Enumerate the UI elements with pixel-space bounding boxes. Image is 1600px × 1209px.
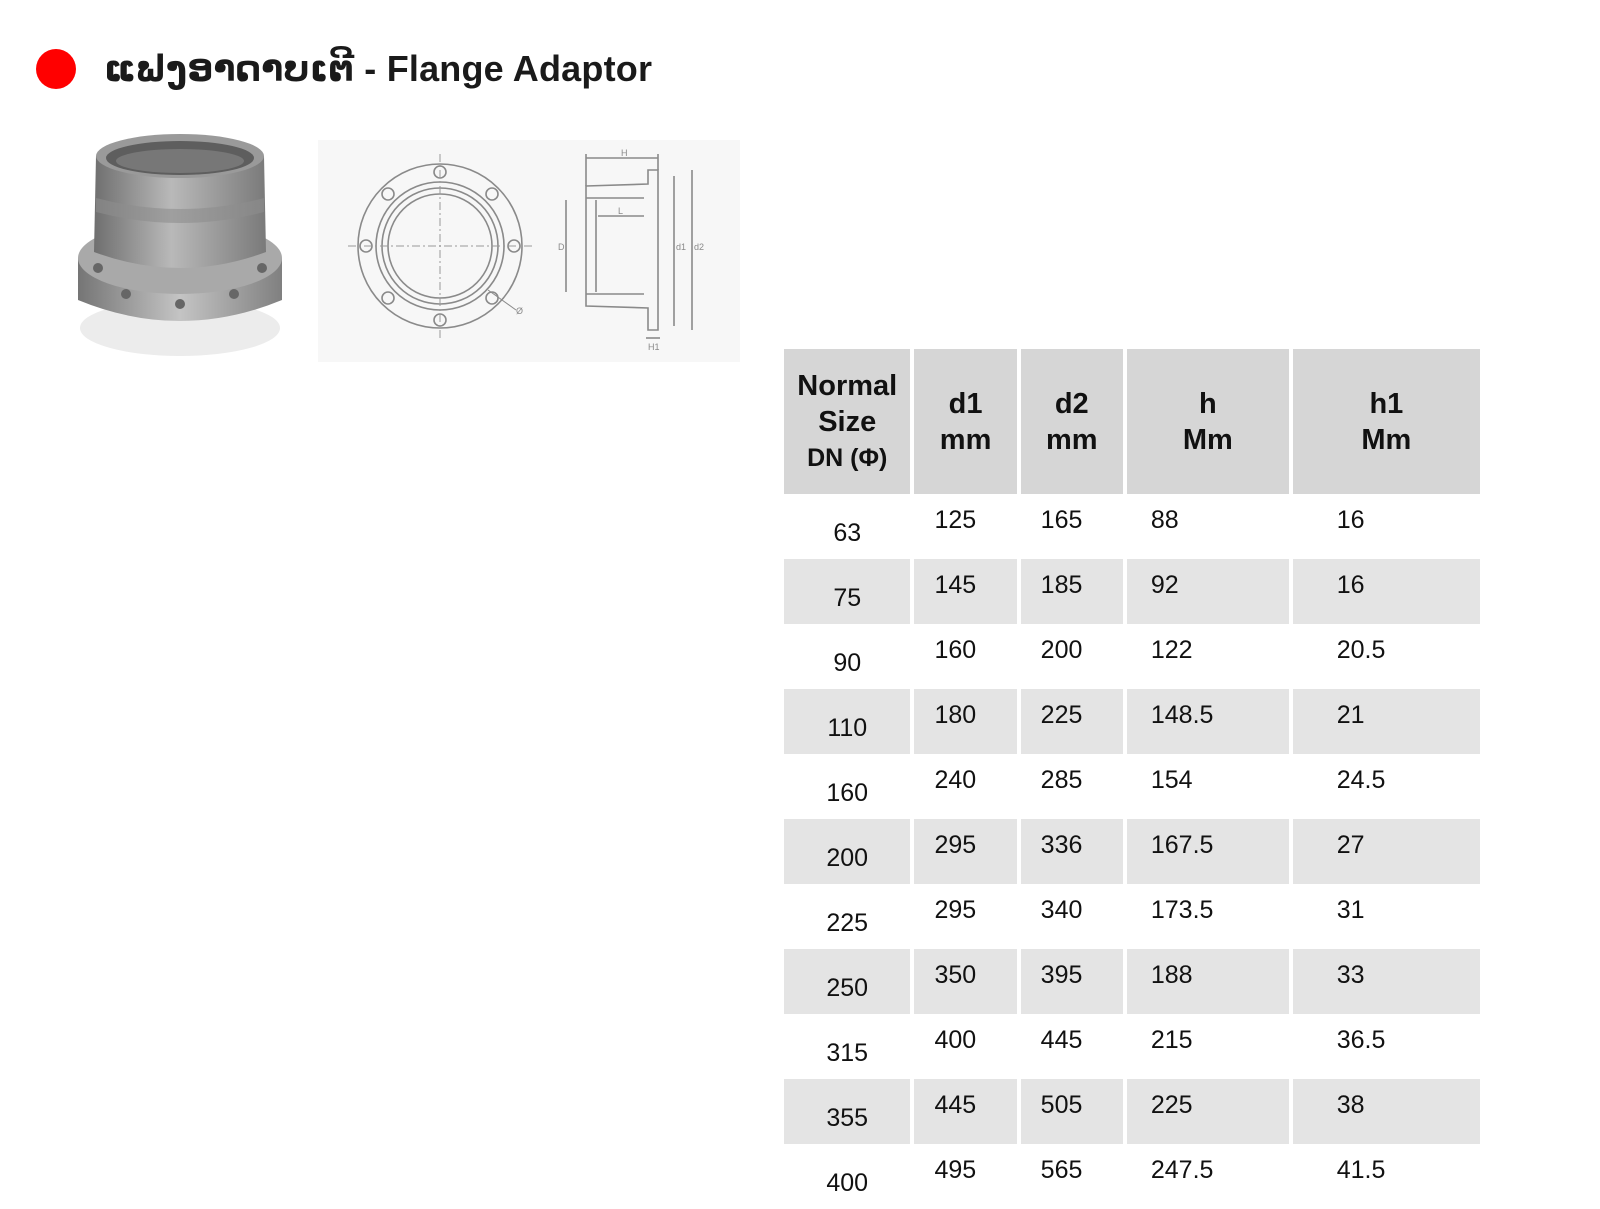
cell-d2: 395 [1021,949,1123,1014]
cell-h: 247.5 [1150,1156,1214,1184]
cell-d2: 200 [1040,636,1083,664]
cell-d1: 445 [914,1079,1016,1144]
cell-d1: 495 [934,1156,977,1184]
cell-h1: 33 [1293,949,1480,1014]
cell-size: 200 [784,819,910,884]
page-header [36,48,652,90]
cell-h: 225 [1127,1079,1289,1144]
dim-h-label: H [621,148,628,158]
col-header-h1: h1 Mm [1293,349,1480,494]
table-row [784,1079,1480,1144]
dim-h1-label: H1 [648,342,660,352]
diameter-label: Ø [516,306,524,316]
cell-d2: 336 [1021,819,1123,884]
cell-size: 250 [784,949,910,1014]
cell-d1: 295 [934,896,977,924]
cell-d1: 295 [914,819,1016,884]
cell-d2: 285 [1040,766,1083,794]
dim-d-label: D [558,242,565,252]
cell-h1: 16 [1293,559,1480,624]
cell-h1: 24.5 [1336,766,1386,794]
col-header-d2: d2 mm [1021,349,1123,494]
table-row [784,689,1480,754]
red-bullet-icon [36,49,76,89]
table-row [784,1014,1480,1079]
table-row [784,494,1480,559]
table-row [784,884,1480,949]
cell-h: 215 [1150,1026,1193,1054]
cell-d1: 240 [934,766,977,794]
cell-size: 400 [826,1169,869,1197]
table-row [784,819,1480,884]
cell-d1: 160 [934,636,977,664]
cell-d2: 445 [1040,1026,1083,1054]
cell-h: 173.5 [1150,896,1214,924]
table-row [784,754,1480,819]
flange-adaptor-photo [70,128,290,364]
cell-d1: 400 [934,1026,977,1054]
cell-h1: 41.5 [1336,1156,1386,1184]
dim-l-label: L [618,206,624,216]
cell-d2: 340 [1040,896,1083,924]
spec-table [780,349,1484,1209]
table-row [784,624,1480,689]
cell-h1: 38 [1293,1079,1480,1144]
cell-size: 225 [826,909,869,937]
page-title: ແຟງອາດາບເຕີ - Flange Adaptor [104,48,653,89]
table-row [784,949,1480,1014]
cell-size: 110 [784,689,910,754]
cell-h: 188 [1127,949,1289,1014]
cell-d2: 185 [1021,559,1123,624]
cell-h1: 27 [1293,819,1480,884]
cell-size: 160 [826,779,869,807]
cell-h1: 20.5 [1336,636,1386,664]
cell-h: 167.5 [1127,819,1289,884]
col-header-d1: d1 mm [914,349,1016,494]
cell-d2: 165 [1040,506,1083,534]
cell-h1: 36.5 [1336,1026,1386,1054]
cell-size: 355 [784,1079,910,1144]
col-header-normal-size: Normal Size DN (Φ) [784,349,910,494]
cell-h1: 31 [1336,896,1365,924]
cell-h1: 16 [1336,506,1365,534]
cell-h: 92 [1127,559,1289,624]
cell-d2: 565 [1040,1156,1083,1184]
cell-d1: 145 [914,559,1016,624]
cell-h: 154 [1150,766,1193,794]
technical-drawing [318,140,740,362]
table-row [784,1144,1480,1209]
cell-size: 75 [784,559,910,624]
cell-d2: 225 [1021,689,1123,754]
dim-d2-label: d2 [694,242,705,252]
cell-d1: 125 [934,506,977,534]
cell-h: 122 [1150,636,1193,664]
cell-size: 63 [833,519,862,547]
cell-d1: 350 [914,949,1016,1014]
cell-d1: 180 [914,689,1016,754]
cell-h1: 21 [1293,689,1480,754]
dim-d1-label: d1 [676,242,687,252]
cell-size: 90 [833,649,862,677]
col-header-h: h Mm [1127,349,1289,494]
cell-h: 148.5 [1127,689,1289,754]
cell-h: 88 [1150,506,1179,534]
cell-size: 315 [826,1039,869,1067]
table-row [784,559,1480,624]
table-header-row [784,349,1480,494]
cell-d2: 505 [1021,1079,1123,1144]
